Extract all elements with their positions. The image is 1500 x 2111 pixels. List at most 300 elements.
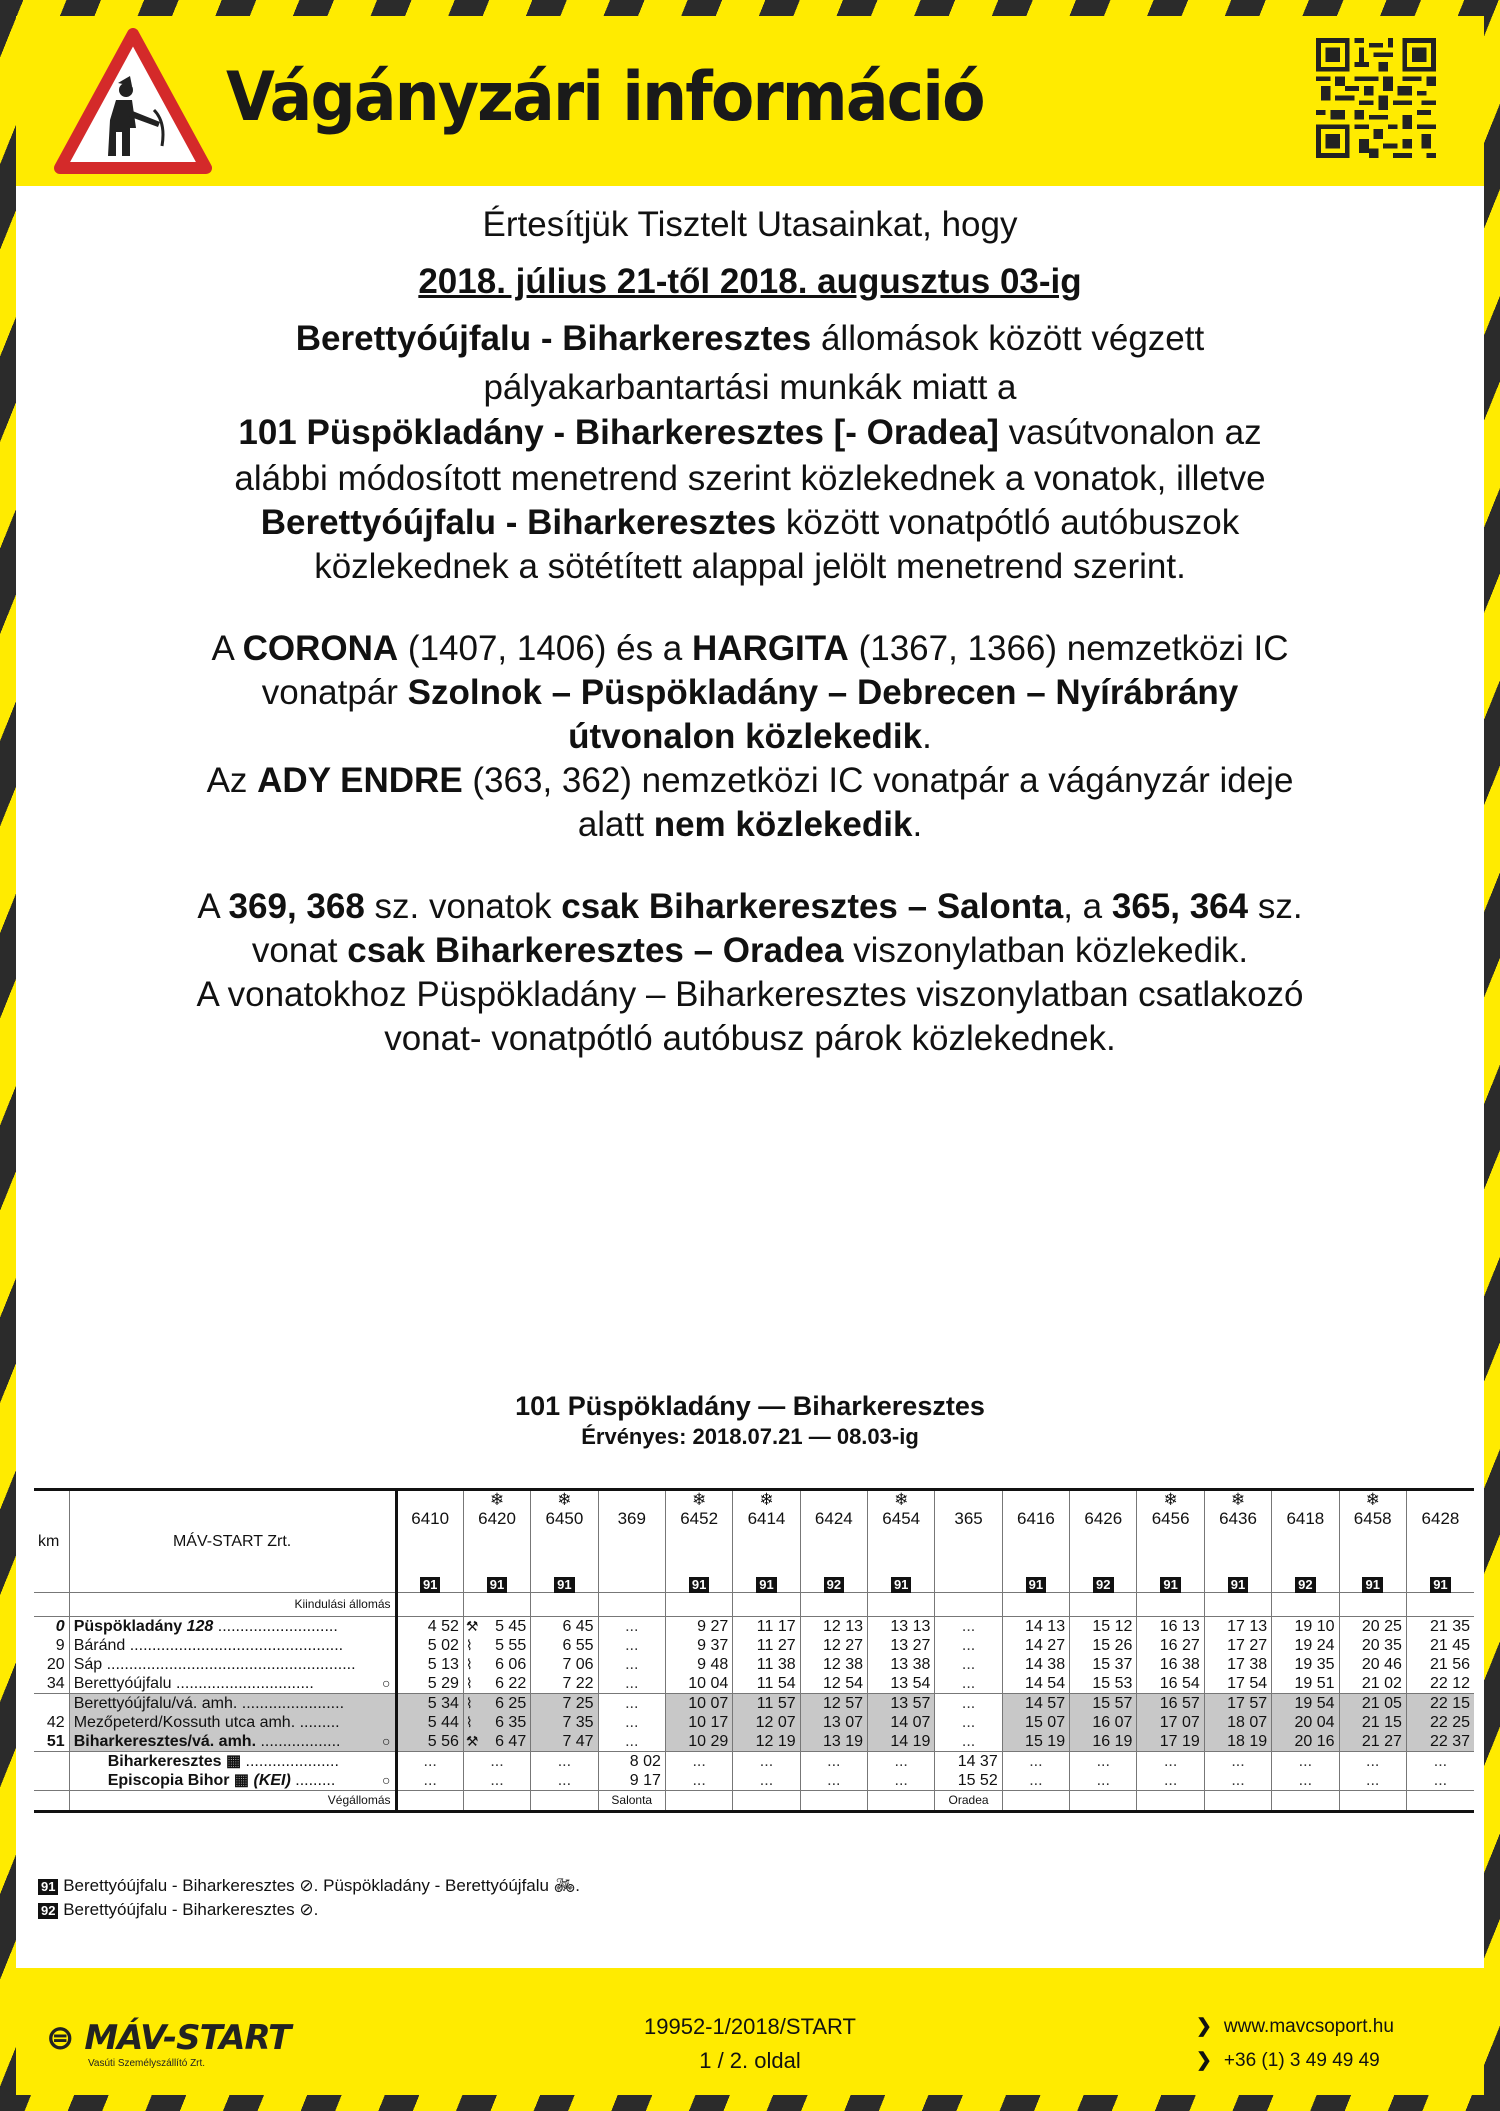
train-number: 6452 <box>680 1509 719 1528</box>
note-badge-wrap <box>1276 1574 1334 1592</box>
km-value <box>34 1752 69 1772</box>
note-badge: 91 <box>487 1577 507 1593</box>
station-name <box>69 1713 396 1732</box>
note-badge-wrap <box>670 1574 728 1592</box>
note-badge-wrap <box>1007 1574 1065 1592</box>
note-badge-wrap <box>603 1574 661 1592</box>
chevron-right-icon: ❯ <box>1196 2050 1212 2071</box>
station-suffix: (KEI) <box>249 1772 291 1789</box>
contact-info <box>1196 2010 1394 2078</box>
km-value: 42 <box>46 1714 65 1731</box>
time-cell: 8 02 <box>598 1752 665 1772</box>
time-cell: ... <box>935 1617 1002 1637</box>
time-cell: 14 37 <box>935 1752 1002 1772</box>
time-cell: 14 38 <box>1002 1655 1069 1674</box>
time-cell: ⌇ 6 25 <box>463 1694 530 1714</box>
time-cell: 6 45 <box>531 1617 598 1637</box>
time-cell: 17 38 <box>1204 1655 1271 1674</box>
time-cell: 12 07 <box>733 1713 800 1732</box>
time-cell: ... <box>1204 1771 1271 1791</box>
footer <box>16 1968 1484 2095</box>
destination-cell <box>800 1791 867 1812</box>
timing-point-icon: ○ <box>382 1675 391 1691</box>
time-cell: 7 47 <box>531 1732 598 1752</box>
phone-number: +36 (1) 3 49 49 49 <box>1223 2050 1380 2071</box>
connection-bracket-icon: ⌇ <box>465 1695 473 1711</box>
train-number-header <box>1339 1490 1406 1593</box>
chevron-right-icon: ❯ <box>1196 2016 1212 2037</box>
origin-cell <box>665 1593 732 1617</box>
origin-cell <box>1204 1593 1271 1617</box>
time-cell: 7 22 <box>531 1674 598 1694</box>
note-badge-wrap <box>535 1574 593 1592</box>
notice-ady-line: alatt nem közlekedik. <box>577 805 923 844</box>
timing-point-icon: ○ <box>382 1772 391 1788</box>
station-label: Sáp <box>73 1656 103 1673</box>
km-value: 0 <box>34 1617 69 1637</box>
time-cell: 5 34 <box>396 1694 463 1714</box>
note-badge: 91 <box>1362 1577 1382 1593</box>
logo-subtitle: Vasúti Személyszállító Zrt. <box>88 2058 206 2069</box>
station-row <box>34 1713 1474 1732</box>
train-number: 365 <box>954 1509 983 1528</box>
station-row <box>34 1636 1474 1655</box>
destination-cell <box>463 1791 530 1812</box>
train-number: 6420 <box>478 1509 516 1528</box>
time-cell: 12 57 <box>800 1694 867 1714</box>
leader-dots: ................................................ <box>125 1637 344 1654</box>
timetable-title: 101 Püspökladány — Biharkeresztes <box>515 1391 985 1421</box>
note-badge: 91 <box>891 1577 911 1593</box>
air-conditioning-icon: ❄ <box>1365 1490 1380 1509</box>
time-cell: ... <box>1406 1771 1474 1791</box>
km-cell <box>34 1791 69 1812</box>
connection-bracket-icon: ⌇ <box>465 1656 473 1672</box>
time-cell: ... <box>531 1771 598 1791</box>
origin-cell <box>733 1593 800 1617</box>
pickaxe-icon: ⚒ <box>465 1618 479 1634</box>
no-bicycle-icon: ⊘ <box>299 1900 314 1919</box>
mav-start-logo: ⊜ MÁV-START Vasúti Személyszállító Zrt. <box>46 2018 291 2069</box>
time-cell: 9 48 <box>665 1655 732 1674</box>
notice-paragraph: Berettyóújfalu - Biharkeresztes állomások között végzett <box>295 319 1205 358</box>
road-works-triangle-icon <box>54 28 212 174</box>
notice-text <box>16 186 1484 1061</box>
time-cell: 14 13 <box>1002 1617 1069 1637</box>
train-number: 6458 <box>1353 1509 1392 1528</box>
time-cell: 17 54 <box>1204 1674 1271 1694</box>
station-row <box>34 1752 1474 1772</box>
time-cell: 15 19 <box>1002 1732 1069 1752</box>
note-badge: 92 <box>824 1577 844 1593</box>
train-number: 6414 <box>747 1509 786 1528</box>
notice-line: 101 Püspökladány - Biharkeresztes [- Oradea] vasútvonalon az <box>238 413 1262 452</box>
train-number-header <box>868 1490 935 1593</box>
time-cell: 21 35 <box>1406 1617 1474 1637</box>
time-cell: ... <box>1002 1752 1069 1772</box>
time-cell: 16 57 <box>1137 1694 1204 1714</box>
air-conditioning-icon: ❄ <box>894 1490 909 1509</box>
time-cell: 7 06 <box>531 1655 598 1674</box>
time-cell: 20 25 <box>1339 1617 1406 1637</box>
time-cell: 18 07 <box>1204 1713 1271 1732</box>
note-badge: 91 <box>1026 1577 1046 1593</box>
time-cell: 16 07 <box>1070 1713 1137 1732</box>
time-cell: 16 27 <box>1137 1636 1204 1655</box>
no-bicycle-icon: ⊘ <box>299 1876 314 1895</box>
note-badge: 92 <box>1295 1577 1315 1593</box>
time-cell: ... <box>935 1713 1002 1732</box>
time-cell: ... <box>935 1732 1002 1752</box>
spacer <box>603 1491 661 1509</box>
time-cell: 12 27 <box>800 1636 867 1655</box>
time-cell: 10 29 <box>665 1732 732 1752</box>
notice-ady-line: Az ADY ENDRE (363, 362) nemzetközi IC vonatpár a vágányzár ideje <box>206 761 1294 800</box>
station-name <box>69 1752 396 1772</box>
time-cell: 21 05 <box>1339 1694 1406 1714</box>
header <box>16 16 1484 186</box>
station-label: Biharkeresztes <box>107 1753 222 1770</box>
air-conditioning-icon: ❄ <box>691 1490 707 1509</box>
train-number: 6456 <box>1151 1509 1190 1528</box>
station-name <box>69 1674 396 1694</box>
pickaxe-icon: ⚒ <box>465 1733 479 1749</box>
origin-label: Kiindulási állomás <box>69 1593 396 1617</box>
time-cell: 13 13 <box>868 1617 935 1637</box>
time-cell: ... <box>935 1655 1002 1674</box>
time-cell: ... <box>1406 1752 1474 1772</box>
destination-cell <box>733 1791 800 1812</box>
time-cell: ... <box>800 1752 867 1772</box>
time-cell: ... <box>800 1771 867 1791</box>
notice-corona-line: A CORONA (1407, 1406) és a HARGITA (1367, 1366) nemzetközi IC <box>211 629 1289 668</box>
destination-cell: Oradea <box>935 1791 1002 1812</box>
time-cell: 16 38 <box>1137 1655 1204 1674</box>
train-number-header <box>1204 1490 1271 1593</box>
origin-cell <box>935 1593 1002 1617</box>
time-cell: 11 54 <box>733 1674 800 1694</box>
time-cell: 12 19 <box>733 1732 800 1752</box>
time-cell: ... <box>598 1617 665 1637</box>
time-cell: ... <box>598 1732 665 1752</box>
station-row <box>34 1771 1474 1791</box>
station-label: Berettyóújfalu <box>73 1675 172 1692</box>
time-cell: 11 27 <box>733 1636 800 1655</box>
time-cell: 14 27 <box>1002 1636 1069 1655</box>
time-cell: 21 02 <box>1339 1674 1406 1694</box>
bicycle-icon: 🚲︎ <box>553 1876 576 1895</box>
time-cell: 13 19 <box>800 1732 867 1752</box>
time-cell: 16 54 <box>1137 1674 1204 1694</box>
time-cell: 19 35 <box>1272 1655 1339 1674</box>
time-cell: ... <box>1272 1752 1339 1772</box>
time-cell: ... <box>396 1771 463 1791</box>
destination-label: Végállomás <box>69 1791 396 1812</box>
time-cell: 5 44 <box>396 1713 463 1732</box>
destination-cell <box>665 1791 732 1812</box>
note-badge-wrap <box>468 1574 526 1592</box>
note-badge: 92 <box>1093 1577 1113 1593</box>
page-number: 1 / 2. oldal <box>699 2048 801 2073</box>
time-cell: ⚒ 6 47 <box>463 1732 530 1752</box>
time-cell: 22 15 <box>1406 1694 1474 1714</box>
leader-dots: ......... <box>290 1772 336 1789</box>
air-conditioning-icon: ❄ <box>557 1490 572 1509</box>
leader-dots: .................. <box>256 1733 341 1750</box>
time-cell: 15 52 <box>935 1771 1002 1791</box>
km-value <box>34 1771 69 1791</box>
time-cell: 17 57 <box>1204 1694 1271 1714</box>
note-badge-wrap <box>402 1574 459 1592</box>
document-reference: 19952-1/2018/START 1 / 2. oldal <box>16 2010 1484 2078</box>
time-cell: 15 26 <box>1070 1636 1137 1655</box>
operator-header: MÁV-START Zrt. <box>69 1490 396 1593</box>
train-number-header <box>531 1490 598 1593</box>
train-number: 6436 <box>1219 1509 1257 1528</box>
train-number-header <box>1406 1490 1474 1593</box>
leader-dots: ....................... <box>237 1695 345 1712</box>
time-cell: 7 35 <box>531 1713 598 1732</box>
time-cell: 21 56 <box>1406 1655 1474 1674</box>
km-value: 34 <box>46 1675 65 1692</box>
destination-cell <box>1204 1791 1271 1812</box>
website-link[interactable]: www.mavcsoport.hu <box>1223 2016 1394 2037</box>
origin-cell <box>1406 1593 1474 1617</box>
train-number: 6454 <box>882 1509 921 1528</box>
timetable-validity: Érvényes: 2018.07.21 — 08.03-ig <box>581 1424 919 1449</box>
train-number: 6426 <box>1084 1509 1123 1528</box>
time-cell: 5 56 <box>396 1732 463 1752</box>
time-cell: 20 35 <box>1339 1636 1406 1655</box>
border-station-icon: ▦ <box>221 1753 242 1770</box>
km-value: 51 <box>46 1733 65 1750</box>
station-label: Berettyóújfalu/vá. amh. <box>73 1695 238 1712</box>
time-cell: ... <box>531 1752 598 1772</box>
notice-corona-line: útvonalon közlekedik. <box>568 717 932 756</box>
time-cell: 21 15 <box>1339 1713 1406 1732</box>
time-cell: ⌇ 6 22 <box>463 1674 530 1694</box>
note-line: 91 Berettyóújfalu - Biharkeresztes ⊘. Püspökladány - Berettyóújfalu 🚲︎. <box>38 1874 580 1898</box>
time-cell: 9 37 <box>665 1636 732 1655</box>
time-cell: 12 54 <box>800 1674 867 1694</box>
note-badge: 91 <box>1228 1577 1248 1593</box>
km-value: 9 <box>55 1637 65 1654</box>
time-cell: ... <box>1070 1752 1137 1772</box>
notice-corona-line: vonatpár Szolnok – Püspökladány – Debrecen – Nyírábrány <box>261 673 1239 712</box>
note-badge: 91 <box>1160 1577 1180 1593</box>
timing-point-icon: ○ <box>382 1733 391 1749</box>
time-cell: 11 38 <box>733 1655 800 1674</box>
time-cell: 20 46 <box>1339 1655 1406 1674</box>
spacer <box>402 1491 459 1509</box>
train-number-header <box>1272 1490 1339 1593</box>
time-cell: 5 13 <box>396 1655 463 1674</box>
note-badge-wrap <box>939 1574 997 1592</box>
notice-line: alábbi módosított menetrend szerint közlekednek a vonatok, illetve <box>234 459 1266 498</box>
station-name <box>69 1694 396 1714</box>
time-cell: ... <box>1070 1771 1137 1791</box>
time-cell: 22 12 <box>1406 1674 1474 1694</box>
time-cell: ... <box>1339 1771 1406 1791</box>
time-cell: ⚒ 5 45 <box>463 1617 530 1637</box>
time-cell: ... <box>598 1674 665 1694</box>
note-badge: 91 <box>756 1577 776 1593</box>
time-cell: 11 17 <box>733 1617 800 1637</box>
time-cell: 13 57 <box>868 1694 935 1714</box>
station-row <box>34 1617 1474 1637</box>
time-cell: ... <box>1272 1771 1339 1791</box>
train-number: 6428 <box>1421 1509 1460 1528</box>
spacer <box>1074 1491 1132 1509</box>
origin-cell <box>598 1593 665 1617</box>
air-conditioning-icon: ❄ <box>1230 1490 1246 1509</box>
time-cell: 17 07 <box>1137 1713 1204 1732</box>
time-cell: 21 45 <box>1406 1636 1474 1655</box>
notice-intro: Értesítjük Tisztelt Utasainkat, hogy <box>482 205 1018 244</box>
time-cell: 7 25 <box>531 1694 598 1714</box>
time-cell: 10 04 <box>665 1674 732 1694</box>
destination-cell <box>868 1791 935 1812</box>
time-cell: 18 19 <box>1204 1732 1271 1752</box>
time-cell: ... <box>935 1694 1002 1714</box>
note-line: 92 Berettyóújfalu - Biharkeresztes ⊘. <box>38 1898 580 1922</box>
time-cell: ... <box>598 1636 665 1655</box>
time-cell: ... <box>1137 1752 1204 1772</box>
time-cell: 16 19 <box>1070 1732 1137 1752</box>
leader-dots: ........................... <box>213 1618 338 1635</box>
time-cell: ... <box>463 1752 530 1772</box>
train-number-header <box>1137 1490 1204 1593</box>
note-badge-wrap <box>1141 1574 1199 1592</box>
train-number: 369 <box>617 1509 646 1528</box>
border-station-icon: ▦ <box>229 1772 250 1789</box>
page-title: Vágányzári információ <box>226 58 984 137</box>
station-row <box>34 1732 1474 1752</box>
time-cell: ... <box>1339 1752 1406 1772</box>
content-area <box>16 186 1484 1968</box>
time-cell: 19 51 <box>1272 1674 1339 1694</box>
time-cell: 14 19 <box>868 1732 935 1752</box>
time-cell: ... <box>1204 1752 1271 1772</box>
note-badge: 91 <box>554 1577 574 1593</box>
air-conditioning-icon: ❄ <box>489 1490 505 1509</box>
origin-cell <box>1002 1593 1069 1617</box>
origin-row <box>34 1593 1474 1617</box>
time-cell: 9 17 <box>598 1771 665 1791</box>
note-badge: 91 <box>420 1577 440 1593</box>
time-cell: ⌇ 6 35 <box>463 1713 530 1732</box>
notice-line: pályakarbantartási munkák miatt a <box>483 368 1017 407</box>
time-cell: ... <box>598 1694 665 1714</box>
time-cell: 15 37 <box>1070 1655 1137 1674</box>
note-badge: 91 <box>38 1879 58 1895</box>
time-cell: 6 55 <box>531 1636 598 1655</box>
qr-code-icon <box>1316 38 1436 158</box>
leader-dots: ........................................................ <box>102 1656 356 1673</box>
km-value: 20 <box>46 1656 65 1673</box>
time-cell: 13 38 <box>868 1655 935 1674</box>
train-number: 6416 <box>1017 1509 1055 1528</box>
station-name <box>69 1771 396 1791</box>
time-cell: ⌇ 6 06 <box>463 1655 530 1674</box>
destination-cell <box>1070 1791 1137 1812</box>
time-cell: 19 54 <box>1272 1694 1339 1714</box>
time-cell: 10 17 <box>665 1713 732 1732</box>
time-cell: 15 12 <box>1070 1617 1137 1637</box>
time-cell: 22 25 <box>1406 1713 1474 1732</box>
destination-cell <box>1339 1791 1406 1812</box>
origin-cell <box>800 1593 867 1617</box>
station-name <box>69 1655 396 1674</box>
station-label: Püspökladány <box>73 1618 183 1635</box>
notice-service-line: A vonatokhoz Püspökladány – Biharkeresztes viszonylatban csatlakozó <box>196 975 1304 1014</box>
time-cell: ... <box>868 1752 935 1772</box>
station-label: Báránd <box>73 1637 126 1654</box>
destination-row <box>34 1791 1474 1812</box>
origin-cell <box>463 1593 530 1617</box>
origin-cell <box>531 1593 598 1617</box>
origin-cell <box>868 1593 935 1617</box>
time-cell: 4 52 <box>396 1617 463 1637</box>
time-cell: 12 38 <box>800 1655 867 1674</box>
note-badge-wrap <box>1074 1574 1132 1592</box>
time-cell: 5 02 <box>396 1636 463 1655</box>
origin-cell <box>1137 1593 1204 1617</box>
spacer <box>1276 1491 1334 1509</box>
time-cell: ... <box>665 1771 732 1791</box>
train-number: 6450 <box>545 1509 584 1528</box>
km-value <box>34 1694 69 1714</box>
station-suffix: 128 <box>182 1618 214 1635</box>
notice-service-line: vonat csak Biharkeresztes – Oradea viszonylatban közlekedik. <box>251 931 1249 970</box>
station-name <box>69 1636 396 1655</box>
leader-dots: ......... <box>295 1714 340 1731</box>
time-cell: 14 57 <box>1002 1694 1069 1714</box>
destination-cell <box>1272 1791 1339 1812</box>
spacer <box>1007 1491 1065 1509</box>
time-cell: 19 10 <box>1272 1617 1339 1637</box>
origin-cell <box>1272 1593 1339 1617</box>
destination-cell <box>1137 1791 1204 1812</box>
time-cell: ... <box>1002 1771 1069 1791</box>
notice-line: Berettyóújfalu - Biharkeresztes között vonatpótló autóbuszok <box>260 503 1240 542</box>
time-cell: 14 54 <box>1002 1674 1069 1694</box>
station-row <box>34 1694 1474 1714</box>
time-cell: 20 04 <box>1272 1713 1339 1732</box>
station-name <box>69 1732 396 1752</box>
train-number-header <box>1002 1490 1069 1593</box>
leader-dots: ............................... <box>171 1675 314 1692</box>
time-cell: 13 54 <box>868 1674 935 1694</box>
station-name <box>69 1617 396 1637</box>
note-badge: 91 <box>1430 1577 1450 1593</box>
origin-cell <box>1070 1593 1137 1617</box>
train-number-header <box>396 1490 463 1593</box>
time-cell: ... <box>396 1752 463 1772</box>
time-cell: ... <box>1137 1771 1204 1791</box>
note-badge-wrap <box>1411 1574 1470 1592</box>
air-conditioning-icon: ❄ <box>759 1490 774 1509</box>
note-badge-wrap <box>805 1574 863 1592</box>
time-cell: 13 27 <box>868 1636 935 1655</box>
station-label: Biharkeresztes/vá. amh. <box>73 1733 257 1750</box>
time-cell: 12 13 <box>800 1617 867 1637</box>
station-row <box>34 1655 1474 1674</box>
train-number: 6418 <box>1286 1509 1325 1528</box>
destination-cell <box>1406 1791 1474 1812</box>
time-cell: ... <box>463 1771 530 1791</box>
timetable-notes <box>38 1874 580 1922</box>
